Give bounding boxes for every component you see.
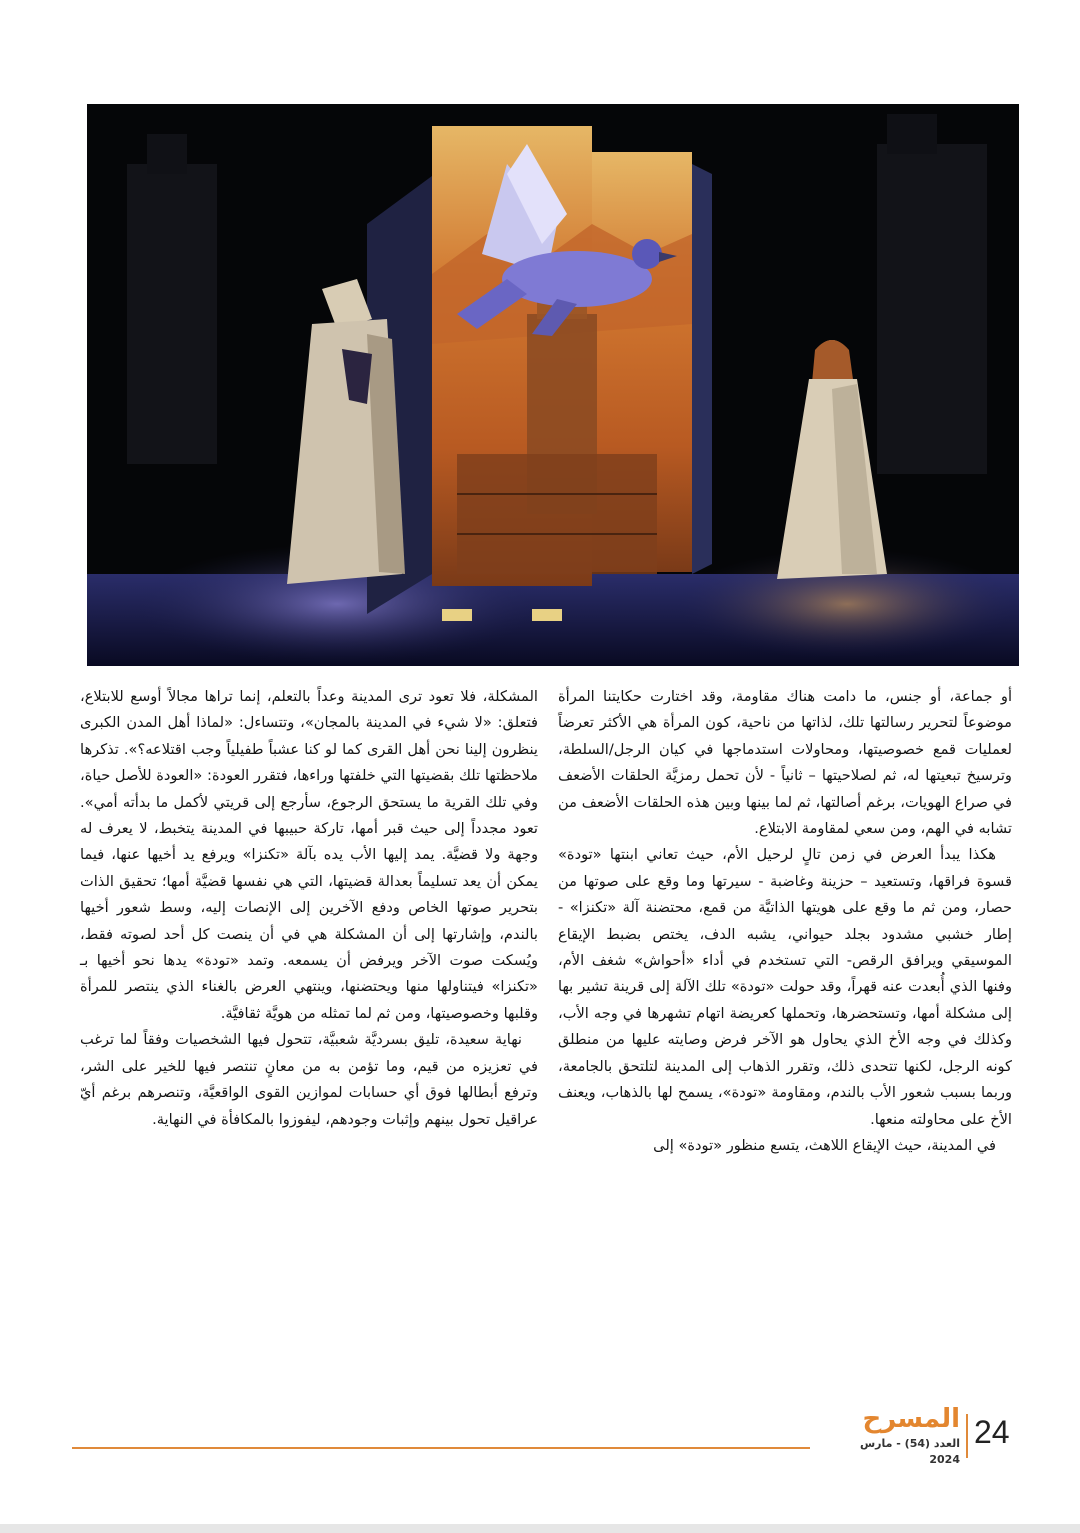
paragraph: المشكلة، فلا تعود ترى المدينة وعداً بالتعلم، إنما تراها مجالاً أوسع للابتلاع، فتعلق: «لا شيء في المدينة بالمجان»، وتتساءل: «لماذا أهل المدن الكبرى ينظرون إلينا نحن أهل القرى كما لو كنا عشباً طفيلياً وجب اقتلاعه؟». تذكرها ملاحظتها تلك بقضيتها التي خلفتها وراءها، فتقرر العودة: «العودة للأصل حياة، وفي تلك القرية ما يستحق الرجوع، سأرجع إلى قريتي لأكمل ما بدأته أمي». تعود مجدداً إلى حيث قبر أمها، تاركة حبيبها في المدينة يتخبط، لا يعرف له وجهة ولا قضيَّة. يمد إليها الأب يده بآلة «تكنزا» ويرفع يد أخيها عنها، فيما يمكن أن يعد تسليماً بعدالة قضيتها، التي هي نفسها قضيَّة أمها؛ تحقيق الذات بتحرير صوتها الخاص ودفع الآخرين إلى الإنصات إليه، وسط شعور أخيها بالندم، وإشارتها إلى أن المشكلة هي في أن ينصت كل أحد لصوته فقط، ويُسكت صوت الآخر ويرفض أن يسمعه. وتمد «تودة» يدها نحو أخيها بـ «تكنزا» فيتناولها منها ويحتضنها، وينتهي العرض بالغناء الذي ينتصر للمرأة وقلبها وخصوصيتها، ومن ثم لما تمثله من هويَّة ثقافيَّة. [80,688,538,1022]
issue-info: العدد (54) - مارس 2024 [860,1437,960,1466]
paragraph: في المدينة، حيث الإيقاع اللاهث، يتسع منظور «تودة» إلى [653,1136,996,1154]
article-column-left [80,684,538,1133]
bottom-strip [0,1524,1080,1533]
paragraph: هكذا يبدأ العرض في زمن تالٍ لرحيل الأم، حيث تعاني ابنتها «تودة» قسوة فراقها، وتستعيد – حزينة وغاضبة - سيرتها وما وقع على صوتها من حصار، ومن ثم ما وقع على هويتها الذاتيَّة من قمع، محتضنة آلة «تكنزا» - إطار خشبي مشدود بجلد حيواني، يشبه الدف، يختص بضبط الإيقاع الموسيقي ويرافق الرقص- التي تستخدم في أداء «أحواش» شغف الأم، وفنها الذي أُبعدت عنه قهراً، وقد حولت «تودة» تلك الآلة إلى قرينة تشير بها إلى مشكلة أمها، وتستحضرها، وتحملها كعريضة اتهام تشهرها في وجه الأب، وكذلك في وجه الأخ الذي يحاول هو الآخر فرض وصايته عليها من منطلق كونه الرجل، لكنها تتحدى ذلك، وتقرر الذهاب إلى المدينة لتلتحق بالجامعة، وربما بسبب شعور الأب بالندم، ومقاومة «تودة»، يسمح لها بالذهاب، ويعنف الأخ على محاولته منعها. [558,846,1012,1128]
stage-photo-illustration [87,104,1019,666]
stage-photo [87,104,1019,666]
footer-divider [966,1414,968,1458]
paragraph: أو جماعة، أو جنس، ما دامت هناك مقاومة، وقد اختارت حكايتنا المرأة موضوعاً لتحرير رسالتها تلك، لذاتها من ناحية، كون المرأة هي الأكثر تعرضاً لعمليات قمع خصوصيتها، ومحاولات استدماجها في كيان الرجل/السلطة، وترسيخ تبعيتها له، ثم لصلاحيتها – ثانياً - لأن تحمل رمزيَّة الحلقات الأضعف في صراع الهويات، برغم أصالتها، ثم لما بينها وبين هذه الحلقات الأضعف من تشابه في الهم، ومن سعي لمقاومة الابتلاع. [558,688,1012,838]
article-column-right [558,684,1012,1159]
paragraph: نهاية سعيدة، تليق بسرديَّة شعبيَّة، تتحول فيها الشخصيات وفقاً لما ترغب في تعزيزه من قيم، وما تؤمن به من معانٍ تنتصر فيها للخير على الشر، وترفع أبطالها فوق أي حسابات لموازين القوى الواقعيَّة، وتنصرهم برغم أيّ عراقيل تحول بينهم وإثبات وجودهم، ليفوزوا بالمكافأة في النهاية. [80,1031,538,1128]
footer-rule [72,1447,810,1449]
page-number: 24 [974,1414,1010,1450]
magazine-logo: المسرح [862,1404,960,1434]
